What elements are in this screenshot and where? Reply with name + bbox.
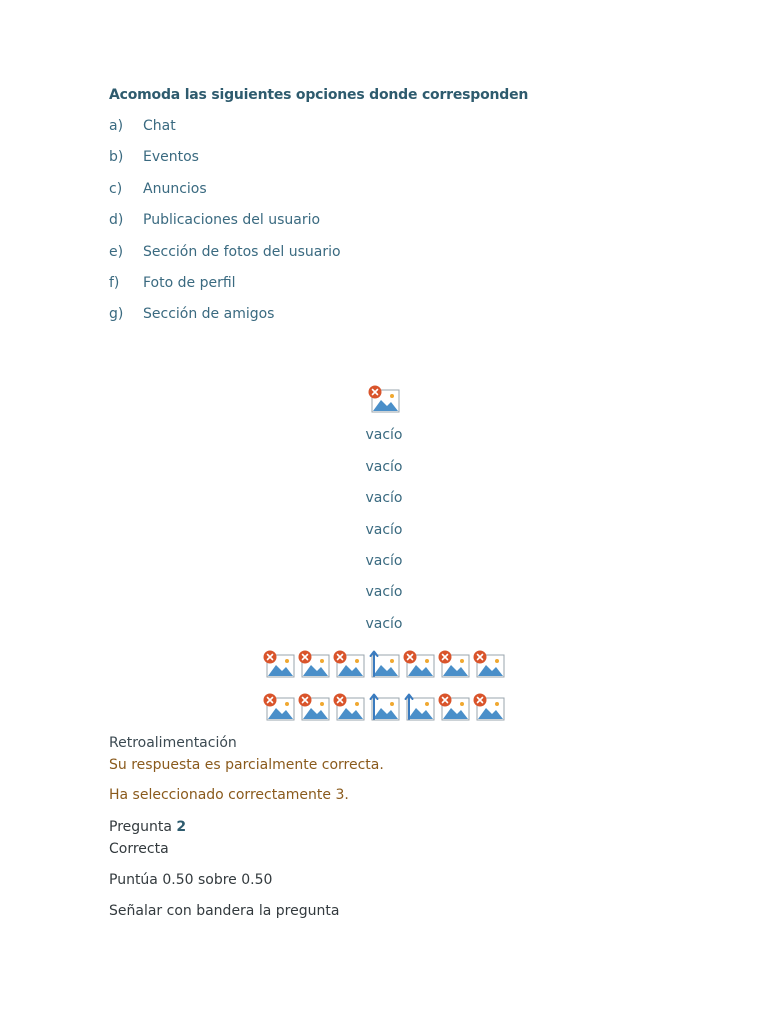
option-item [109,118,341,149]
option-letter: c) [109,180,123,197]
drop-slot[interactable]: vacío [365,584,403,600]
option-item [109,275,341,306]
question-image-container [0,385,768,413]
broken-image-icon[interactable] [473,692,505,720]
flag-question-link[interactable]: Señalar con bandera la pregunta [109,903,340,919]
broken-image-icon[interactable] [333,692,365,720]
option-item [109,212,341,243]
question-number [109,819,186,835]
options-list [109,118,341,338]
broken-image-icon [368,385,400,413]
broken-image-icon[interactable] [438,649,470,677]
option-letter: d) [109,212,124,229]
option-text: Eventos [143,149,199,166]
feedback-selected: Ha seleccionado correctamente 3. [109,787,349,803]
upload-image-icon[interactable] [368,649,400,677]
broken-image-icon[interactable] [333,649,365,677]
broken-image-icon[interactable] [298,649,330,677]
drop-slot[interactable]: vacío [365,490,403,506]
broken-image-icon[interactable] [263,692,295,720]
feedback-partial: Su respuesta es parcialmente correcta. [109,757,384,773]
option-letter: e) [109,243,124,260]
drop-slot[interactable]: vacío [365,553,403,569]
drop-slot[interactable]: vacío [365,616,403,632]
option-letter: g) [109,306,124,323]
drop-slot[interactable]: vacío [365,522,403,538]
drop-slot[interactable]: vacío [365,427,403,443]
option-letter: b) [109,149,124,166]
option-text: Anuncios [143,180,207,197]
broken-image-icon[interactable] [473,649,505,677]
question-score: Puntúa 0.50 sobre 0.50 [109,872,273,888]
option-letter: a) [109,118,124,134]
question-title: Acomoda las siguientes opciones donde corresponden [109,87,529,103]
option-item [109,181,341,212]
option-item [109,149,341,180]
draggable-images-row-2 [263,692,505,722]
broken-image-icon[interactable] [298,692,330,720]
upload-image-icon[interactable] [368,692,400,720]
option-text: Publicaciones del usuario [143,212,321,229]
option-text: Sección de amigos [143,306,275,323]
question-prefix: Pregunta [109,819,172,835]
option-item [109,306,341,337]
drop-slot[interactable]: vacío [365,459,403,475]
broken-image-icon[interactable] [438,692,470,720]
draggable-images-row-1 [263,649,505,679]
option-letter: f) [109,274,120,291]
option-item [109,244,341,275]
option-text: Sección de fotos del usuario [143,243,341,260]
feedback-label: Retroalimentación [109,735,237,751]
upload-image-icon[interactable] [403,692,435,720]
question-status: Correcta [109,841,169,857]
broken-image-icon[interactable] [403,649,435,677]
broken-image-icon[interactable] [263,649,295,677]
option-text: Chat [143,118,176,134]
question-number-value: 2 [176,819,187,835]
option-text: Foto de perfil [143,274,236,291]
